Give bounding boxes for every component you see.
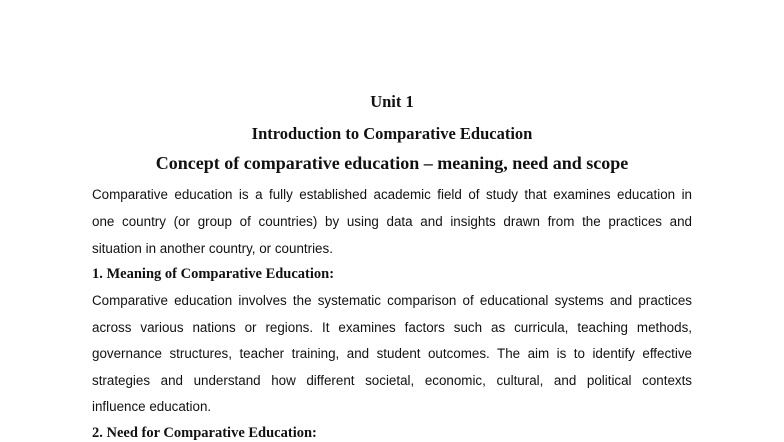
meaning-line: governance structures, teacher training, and student outcomes. The aim is to identify effective	[92, 346, 692, 361]
unit-title: Unit 1	[370, 92, 414, 111]
chapter-title: Introduction to Comparative Education	[251, 124, 533, 143]
intro-line: situation in another country, or countries.	[92, 241, 333, 256]
meaning-line: Comparative education involves the systematic comparison of educational systems and practices	[92, 293, 692, 308]
intro-line: one country (or group of countries) by using data and insights drawn from the practices and	[92, 214, 692, 229]
meaning-heading: 1. Meaning of Comparative Education:	[92, 266, 335, 282]
intro-line: Comparative education is a fully established academic field of study that examines education in	[92, 187, 692, 202]
section-title: Concept of comparative education – meaning, need and scope	[155, 153, 629, 173]
meaning-line: influence education.	[92, 399, 212, 414]
need-heading: 2. Need for Comparative Education:	[92, 425, 317, 441]
meaning-line: across various nations or regions. It examines factors such as curricula, teaching methods,	[92, 320, 692, 335]
meaning-line: strategies and understand how different societal, economic, cultural, and political contexts	[92, 373, 692, 388]
